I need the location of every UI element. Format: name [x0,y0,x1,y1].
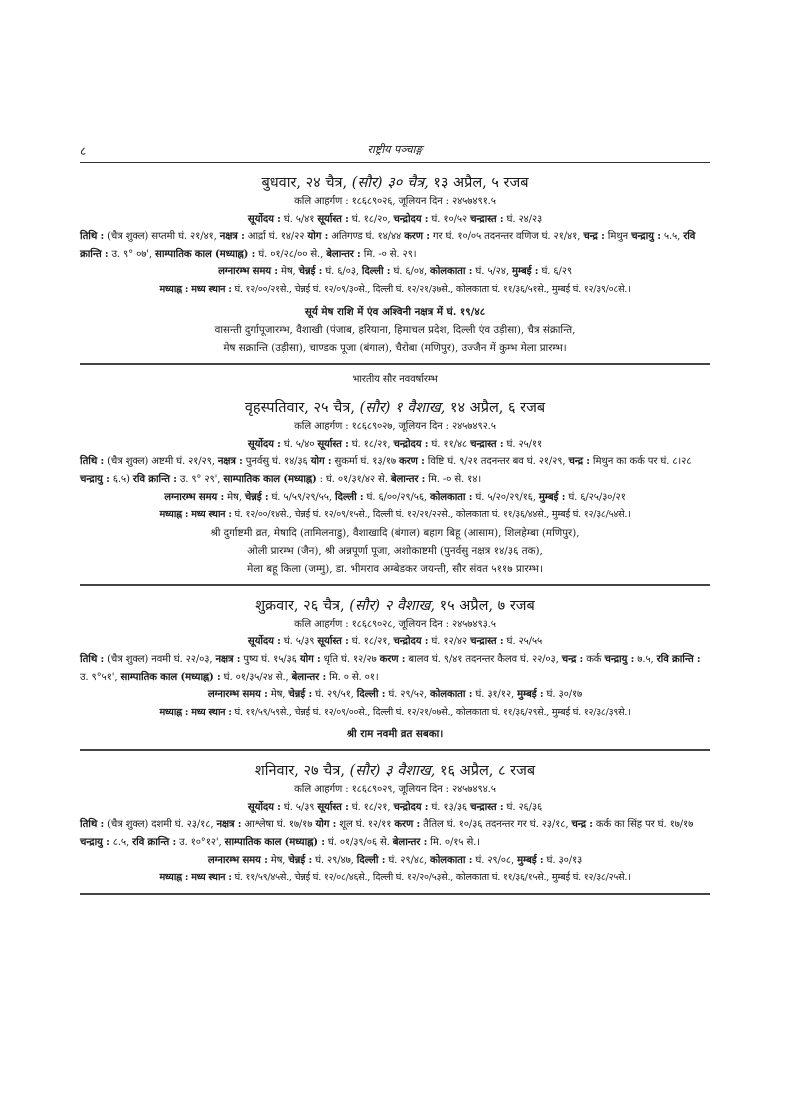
lagna-kolkata-label: कोलकाता : [430,266,473,278]
sunset-value: घं. १८/२१, [348,801,394,813]
belantar-label: बेलान्तर : [390,473,426,485]
nakshatra-value: पुष्य घं. १५/३६ [240,653,300,665]
chandrayu-value: ८.५, [109,837,133,849]
lagna-kolkata-value: घं. २९/०८, [472,854,518,866]
tithi-label: तिथि : [80,653,105,665]
sampatik-kaal-value: घं. ०१/३९/०६ से. [324,837,393,849]
lagna-delhi-label: दिल्ली : [335,491,364,503]
nakshatra-label: नक्षत्र : [215,653,241,665]
lagna-chennai-value: घं. ५/५९/२९/५५, [268,491,335,503]
day-section [80,761,710,887]
tithi-paragraph [80,228,710,263]
sunrise-value: घं. ५/३९ [280,801,318,813]
tithi-value: (चैत्र शुक्ल) अष्टमी घं. २१/२९, [104,456,218,468]
moonset-label: चन्द्रास्त : [470,213,504,225]
festival-line: ओली प्रारम्भ (जैन), श्री अन्नपूर्णा पूजा, अशोकाष्टमी (पुनर्वसु नक्षत्र १४/३६ तक), [247,544,543,557]
moonrise-label: चन्द्रोदय : [393,801,429,813]
sun-moon-times-line [80,799,710,817]
yoga-value: शूल घं. १२/११ [336,819,395,831]
karan-label: करण : [394,819,421,831]
day-heading-saur: (सौर) ३ वैशाख, [349,763,440,780]
document-page [80,140,710,895]
lagna-chennai-label: चेन्नई : [244,491,269,503]
moonset-label: चन्द्रास्त : [470,438,504,450]
lagna-delhi-label: दिल्ली : [361,266,391,278]
lagna-delhi-label: दिल्ली : [356,689,386,701]
sun-moon-times-line [80,211,710,229]
lagna-line [80,852,710,870]
section-divider [80,893,710,895]
lagna-mumbai-label: मुम्बई : [517,854,544,866]
sunrise-label: सूर्योदय : [247,213,281,225]
nakshatra-value: पुनर्वसु घं. १४/३६ [242,456,311,468]
lagna-chennai-label: चेन्नई : [288,689,313,701]
ravi-kranti-label: रवि क्रान्ति : [132,837,177,849]
day-heading-main: शुक्रवार, २६ चैत्र, [255,597,350,614]
nakshatra-label: नक्षत्र : [219,231,245,243]
madhyahna-value: घं. ११/५९/४५से., चेन्नई घं. १२/०८/४६से., दिल्ली घं. १२/२०/५३से., कोलकाता घं. ११/३६/१५से., मुम्बई घं. १२/३८/२५से.। [231,872,631,884]
chandrayu-label: चन्द्रायु : [631,231,661,243]
lagna-chennai-value: घं. २९/५१, [312,689,357,701]
chandra-value: कर्क का सिंह पर घं. १७/१७ [592,819,694,831]
lagna-mumbai-label: मुम्बई : [517,689,544,701]
moonrise-value: घं. १०/५२ [428,213,471,225]
lagna-chennai-value: घं. २९/४७, [312,854,357,866]
festival-list [80,524,710,578]
moonrise-label: चन्द्रोदय : [393,213,429,225]
lagna-mumbai-label: मुम्बई : [538,491,566,503]
sampatik-kaal-label: साम्पातिक काल (मध्याह्न) : [120,671,221,683]
lagna-rashi: मेष, [277,266,299,278]
belantar-value: मि. ० से. ०१। [326,671,379,683]
sunrise-value: घं. ५/४१ [280,213,318,225]
day-heading-rest: १६ अप्रैल, ८ रजब [439,763,536,780]
festival-list [80,321,710,357]
lagna-kolkata-value: घं. ३१/१२, [472,689,518,701]
yoga-value: सुकर्मा घं. १३/१७ [331,456,400,468]
karan-label: करण : [379,653,406,665]
day-heading-saur: (सौर) २ वैशाख, [349,597,440,614]
yoga-label: योग : [307,231,329,243]
lagna-mumbai-value: घं. ३०/१७ [543,689,583,701]
madhyahna-value: घं. १२/००/२१से., चेन्नई घं. १२/०९/३०से., दिल्ली घं. १२/२१/३७से., कोलकाता घं. ११/३६/५१से., मुम्बई घं. १२/३९/०८से.। [231,283,631,295]
festival-line: मेला बहू किला (जम्मु), डा. भीमराव अम्बेडकर जयन्ती, सौर संवत ५११७ प्रारम्भ। [247,562,543,575]
chandrayu-value: ७.५, [634,653,657,665]
tithi-label: तिथि : [80,231,105,243]
day-heading-main: बुधवार, २४ चैत्र, [261,175,352,191]
bold-note-text: सूर्य मेष राशि में एंव अश्विनी नक्षत्र में घं. १९/४८ [304,305,486,318]
sampatik-kaal-value: घं. ०१/३५/२४ से., [220,671,292,683]
lagna-delhi-value: घं. २९/४८, [385,854,431,866]
section-divider [80,749,710,751]
header-rule [80,162,710,163]
lagna-delhi-value: घं. २९/५२, [385,689,431,701]
lagna-delhi-label: दिल्ली : [356,854,386,866]
madhyahna-label: मध्याह्न : मध्य स्थान : [159,283,232,295]
moonset-label: चन्द्रास्त : [470,801,504,813]
day-section [80,596,710,744]
madhyahna-value: घं. १२/००/१४से., चेन्नई घं. १२/०९/१५से., दिल्ली घं. १२/२१/२२से., कोलकाता घं. ११/३६/४४से., मुम्बई घं. १२/३८/५४से.। [231,509,631,521]
day-heading-saur: (सौर) १ वैशाख, [359,400,450,417]
bold-note-text: श्री राम नवमी व्रत सबका। [346,728,444,741]
lagna-label: लग्नारम्भ समय : [207,689,268,701]
lagna-rashi: मेष, [224,491,245,503]
madhyahna-line [80,506,710,524]
nakshatra-value: आश्लेषा घं. १७/१७ [241,819,316,831]
belantar-label: बेलान्तर : [291,671,327,683]
belantar-label: बेलान्तर : [326,248,361,260]
moonrise-value: घं. १२/४२ [428,636,471,648]
lagna-delhi-value: घं. ६/०४, [390,266,431,278]
karan-label: करण : [399,456,425,468]
chandra-value: मिथुन का कर्क पर घं. ८।२८ [589,456,692,468]
lagna-rashi: मेष, [267,689,289,701]
chandrayu-value: ६.५) [109,473,133,485]
lagna-line [80,263,710,281]
moonrise-label: चन्द्रोदय : [393,636,429,648]
madhyahna-label: मध्याह्न : मध्य स्थान : [159,706,232,718]
moonrise-value: घं. १३/३६ [428,801,471,813]
bold-note [80,725,710,743]
section-pre-note: भारतीय सौर नववर्षारम्भ [352,373,438,385]
section-divider [80,584,710,586]
sunset-label: सूर्यास्त : [317,438,349,450]
lagna-chennai-label: चेन्नई : [298,266,323,278]
chandrayu-value: ५.५, [660,231,684,243]
moonset-value: घं. २४/२३ [503,213,543,225]
yoga-value: धृति घं. १२/२७ [320,653,380,665]
madhyahna-label: मध्याह्न : मध्य स्थान : [159,509,232,521]
lagna-mumbai-value: घं. ६/२९ [538,266,572,278]
lagna-chennai-value: घं. ६/०३, [322,266,362,278]
tithi-value: (चैत्र शुक्ल) नवमी घं. २२/०३, [104,653,216,665]
sampatik-kaal-value: घं. ०१/२८/०० से., [255,248,327,260]
festival-line: श्री दुर्गाष्टमी व्रत, मेषादि (तामिलनाडु), वैशाखादि (बंगाल) बहाग बिहू (आसाम), शिलहेम्बा (मणिपुर), [210,526,580,539]
running-title: राष्ट्रीय पञ्चाङ्ग [367,143,423,156]
lagna-line [80,489,710,507]
sunrise-label: सूर्योदय : [247,801,281,813]
day-heading [80,761,710,781]
nakshatra-label: नक्षत्र : [217,456,243,468]
kali-ahargan-line: कलि आहर्गण : १८६८९०२९, जूलियन दिन : २४५७४९४.५ [294,784,496,796]
karan-value: गर घं. १०/०५ तदनन्तर वणिज घं. २१/४१, [429,231,584,243]
madhyahna-line [80,869,710,887]
sunset-value: घं. १८/२०, [348,213,394,225]
day-heading-rest: १५ अप्रैल, ७ रजब [439,597,535,614]
festival-line: वासन्ती दुर्गापूजारम्भ, वैशाखी (पंजाब, हरियाना, हिमाचल प्रदेश, दिल्ली एंव उड़ीसा), चैत्र संक्रान्ति, [214,323,576,336]
nakshatra-value: आर्द्रा घं. १४/२२ [244,231,308,243]
day-sections [80,173,710,895]
madhyahna-value: घं. ११/५९/५९से., चेन्नई घं. १२/०९/००से., दिल्ली घं. १२/२१/०७से., कोलकाता घं. ११/३६/२९से., मुम्बई घं. १२/३८/३९से.। [231,706,631,718]
chandra-label: चन्द्र : [561,653,584,665]
ravi-kranti-value: उ. ९° २९', [176,473,224,485]
sunrise-label: सूर्योदय : [247,636,281,648]
madhyahna-label: मध्याह्न : मध्य स्थान : [159,872,232,884]
kali-ahargan-line: कलि आहर्गण : १८६८९०२८, जूलियन दिन : २४५७४९३.५ [294,618,496,630]
ravi-kranti-value: उ. १०°१२', [176,837,225,849]
lagna-label: लग्नारम्भ समय : [164,491,225,503]
tithi-paragraph [80,453,710,488]
lagna-mumbai-value: घं. ६/२५/३०/२१ [565,491,626,503]
belantar-value: मि. -० से. २९। [360,248,417,260]
lagna-line [80,686,710,704]
chandra-label: चन्द्र : [568,456,590,468]
sunrise-value: घं. ५/४० [280,438,318,450]
lagna-kolkata-label: कोलकाता : [430,689,473,701]
moonrise-value: घं. ११/४८ [428,438,471,450]
day-heading [80,596,710,616]
page-number: ८ [80,144,87,158]
tithi-label: तिथि : [80,456,105,468]
lagna-mumbai-value: घं. ३०/१३ [543,854,583,866]
belantar-value: मि. -० से. १४। [425,473,482,485]
sampatik-kaal-label: साम्पातिक काल (मध्याह्न) [223,473,317,485]
karan-value: तैतिल घं. १०/३६ तदनन्तर गर घं. २३/१८, [420,819,572,831]
chandra-value: मिथुन [604,231,632,243]
lagna-kolkata-value: घं. ५/२०/२९/१६, [472,491,539,503]
tithi-label: तिथि : [80,819,105,831]
sampatik-kaal-label: साम्पातिक काल (मध्याह्न) : [224,837,325,849]
sunset-label: सूर्यास्त : [317,213,349,225]
chandra-label: चन्द्र : [583,231,605,243]
lagna-kolkata-label: कोलकाता : [430,491,473,503]
karan-value: बालव घं. ९/४१ तदनन्तर कैलव घं. २२/०३, [405,653,562,665]
madhyahna-line [80,704,710,722]
page-header [80,140,710,162]
festival-line: मेष सक्रान्ति (उड़ीसा), चाण्डक पूजा (बंगाल), चैरोबा (मणिपुर), उज्जैन में कुम्भ मेला प्रारम्भ। [223,341,567,354]
moonset-label: चन्द्रास्त : [470,636,504,648]
sampatik-kaal-label: साम्पातिक काल (मध्याह्न) : [155,248,256,260]
belantar-label: बेलान्तर : [392,837,428,849]
tithi-value: (चैत्र शुक्ल) दशमी घं. २३/१८, [104,819,217,831]
tithi-value: (चैत्र शुक्ल) सप्तमी घं. २१/४१, [104,231,220,243]
moonset-value: घं. २५/११ [503,438,543,450]
day-heading-rest: १३ अप्रैल, ५ रजब [433,175,529,191]
moonset-value: घं. २६/३६ [503,801,543,813]
ravi-kranti-label: रवि क्रान्ति : [132,473,177,485]
sunset-value: घं. १८/२१, [348,438,394,450]
sunset-label: सूर्यास्त : [317,801,349,813]
lagna-kolkata-label: कोलकाता : [430,854,473,866]
kali-ahargan-line: कलि आहर्गण : १८६८९०२६, जूलियन दिन : २४५७४९१.५ [294,196,496,207]
section-divider [80,363,710,365]
chandrayu-label: चन्द्रायु : [80,473,110,485]
kali-ahargan-line: कलि आहर्गण : १८६८९०२७, जूलियन दिन : २४५७४९२.५ [294,421,496,433]
tithi-paragraph [80,816,710,851]
lagna-delhi-value: घं. ६/००/२९/५६, [363,491,431,503]
nakshatra-label: नक्षत्र : [216,819,242,831]
sun-moon-times-line [80,436,710,454]
day-heading-main: वृहस्पतिवार, २५ चैत्र, [244,400,360,417]
tithi-paragraph [80,651,710,686]
sunrise-value: घं. ५/३९ [280,636,318,648]
lagna-mumbai-label: मुम्बई : [512,266,539,278]
yoga-label: योग : [315,819,337,831]
ravi-kranti-label: रवि क्रान्ति : [80,231,696,260]
sampatik-kaal-value: : घं. ०१/३१/४२ से. [316,473,391,485]
karan-label: करण : [404,231,430,243]
madhyahna-line [80,281,710,299]
chandrayu-label: चन्द्रायु : [80,837,110,849]
karan-value: विष्टि घं. ९/२१ तदनन्तर बव घं. २१/२९, [424,456,569,468]
ravi-kranti-value: उ. ९° ०७', [108,248,156,260]
lagna-label: लग्नारम्भ समय : [207,854,268,866]
day-heading [80,398,710,418]
chandra-label: चन्द्र : [571,819,593,831]
sunset-value: घं. १८/२१, [348,636,394,648]
day-heading [80,173,710,193]
day-heading-rest: १४ अप्रैल, ६ रजब [449,400,546,417]
moonrise-label: चन्द्रोदय : [393,438,429,450]
belantar-value: मि. ०/१५ से.। [427,837,480,849]
lagna-label: लग्नारम्भ समय : [218,266,278,278]
yoga-value: अतिगण्ड घं. १४/४४ [328,231,405,243]
day-section [80,173,710,357]
chandrayu-label: चन्द्रायु : [604,653,635,665]
yoga-label: योग : [310,456,332,468]
day-heading-saur: (सौर) ३० चैत्र, [351,175,434,191]
ravi-kranti-label: रवि क्रान्ति : [656,653,701,665]
yoga-label: योग : [299,653,321,665]
sun-moon-times-line [80,633,710,651]
chandra-value: कर्क [583,653,605,665]
lagna-kolkata-value: घं. ५/२४, [472,266,512,278]
lagna-chennai-label: चेन्नई : [288,854,313,866]
lagna-rashi: मेष, [267,854,289,866]
moonset-value: घं. २५/५५ [503,636,543,648]
day-heading-main: शनिवार, २७ चैत्र, [254,763,350,780]
day-section [80,371,710,578]
bold-note [80,303,710,321]
sunset-label: सूर्यास्त : [317,636,349,648]
sunrise-label: सूर्योदय : [247,438,281,450]
ravi-kranti-value: उ. ९°५१', [80,671,121,683]
